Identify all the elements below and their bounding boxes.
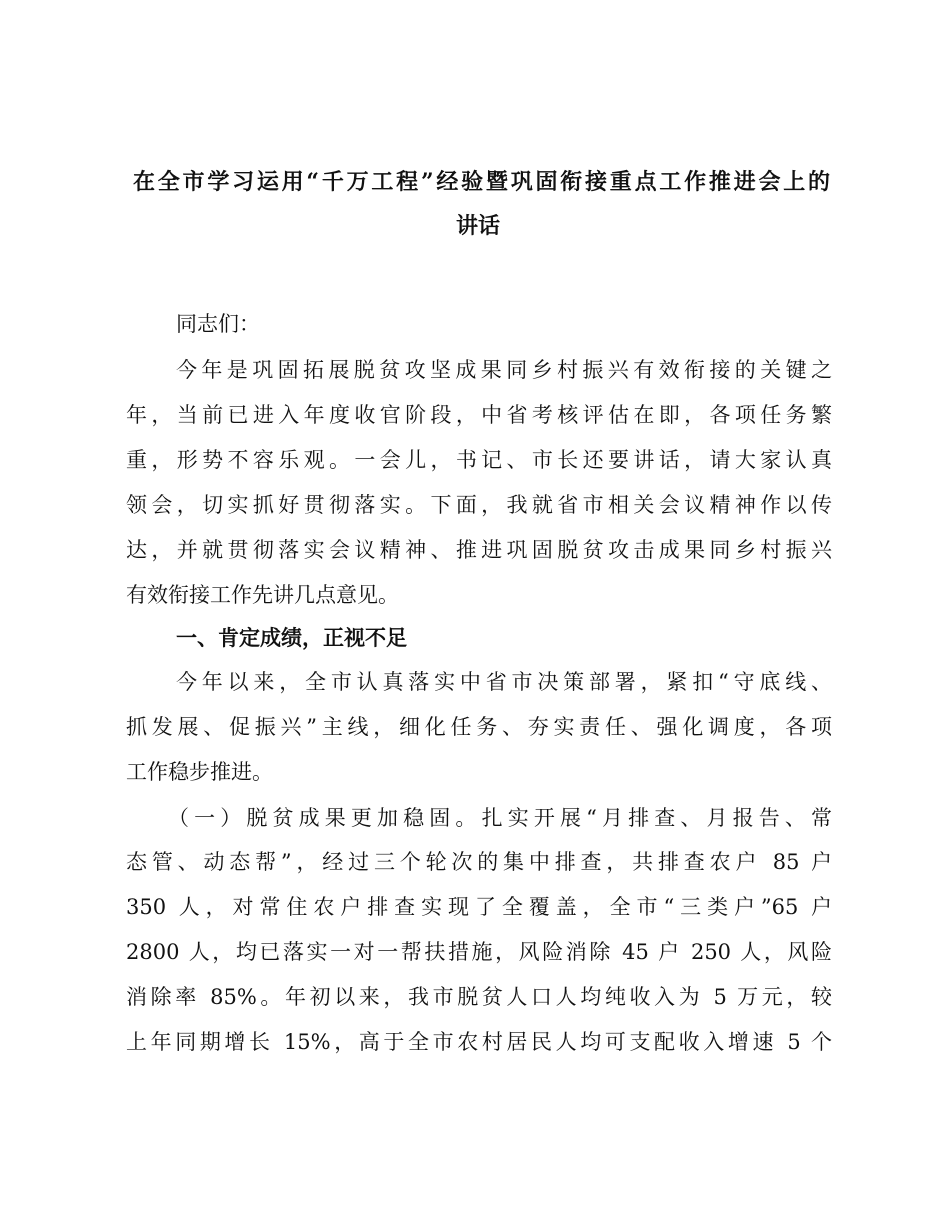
paragraph-line: 态管、动态帮”，经过三个轮次的集中排查，共排查农户 85 户	[126, 850, 832, 874]
paragraph-line: 今年以来，全市认真落实中省市决策部署，紧扣“守底线、	[176, 670, 832, 694]
section-heading: 一、肯定成绩，正视不足	[176, 626, 407, 650]
paragraph-line: 今年是巩固拓展脱贫攻坚成果同乡村振兴有效衔接的关键之	[176, 358, 832, 382]
document-title-line-1: 在全市学习运用“千万工程”经验暨巩固衔接重点工作推进会上的	[133, 169, 830, 195]
paragraph-line: 有效衔接工作先讲几点意见。	[126, 583, 399, 607]
paragraph-line: 年，当前已进入年度收官阶段，中省考核评估在即，各项任务繁	[126, 403, 832, 427]
paragraph-line: 领会，切实抓好贯彻落实。下面，我就省市相关会议精神作以传	[126, 493, 832, 517]
paragraph-line: 抓发展、促振兴”主线，细化任务、夯实责任、强化调度，各项	[126, 715, 832, 739]
paragraph-line: 达，并就贯彻落实会议精神、推进巩固脱贫攻击成果同乡村振兴	[126, 538, 832, 562]
document-title-line-2: 讲话	[455, 213, 500, 239]
paragraph-line: （一）脱贫成果更加稳固。扎实开展“月排查、月报告、常	[168, 806, 832, 830]
paragraph-line: 350 人，对常住农户排查实现了全覆盖，全市“三类户”65 户	[126, 895, 832, 919]
paragraph-line: 工作稳步推进。	[126, 760, 273, 784]
paragraph-line: 消除率 85%。年初以来，我市脱贫人口人均纯收入为 5 万元，较	[126, 985, 832, 1009]
paragraph-line: 上年同期增长 15%，高于全市农村居民人均可支配收入增速 5 个	[126, 1030, 832, 1054]
paragraph-line: 2800 人，均已落实一对一帮扶措施，风险消除 45 户 250 人，风险	[126, 940, 832, 964]
salutation: 同志们：	[176, 312, 260, 336]
paragraph-line: 重，形势不容乐观。一会儿，书记、市长还要讲话，请大家认真	[126, 448, 832, 472]
